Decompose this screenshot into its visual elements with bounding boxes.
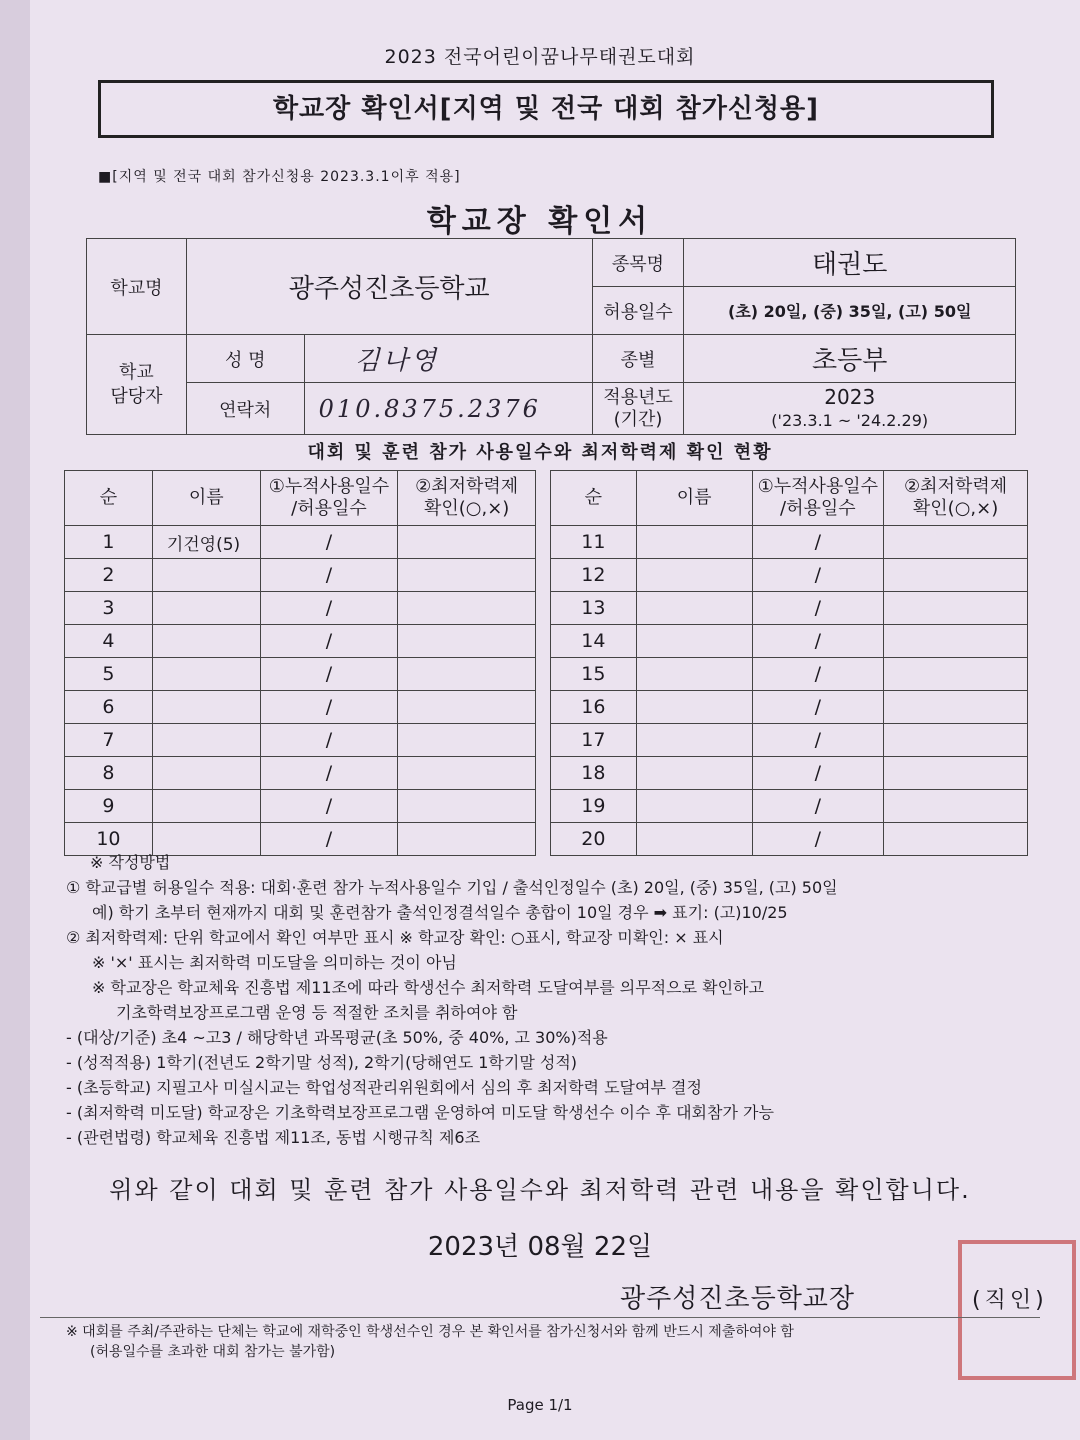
school-label: 학교명 xyxy=(87,239,187,335)
phone-label: 연락처 xyxy=(186,383,304,435)
contact-name: 김나영 xyxy=(304,335,592,383)
row-gap xyxy=(536,658,551,691)
row-gap xyxy=(536,559,551,592)
row-no: 7 xyxy=(65,724,153,757)
contact-phone: 010.8375.2376 xyxy=(304,383,592,435)
table-row xyxy=(65,757,1028,790)
table-row xyxy=(65,658,1028,691)
row-name xyxy=(152,691,260,724)
row-name xyxy=(152,658,260,691)
row-no: 1 xyxy=(65,526,153,559)
participation-table xyxy=(64,470,1028,856)
table-row xyxy=(65,592,1028,625)
row-days: / xyxy=(260,790,398,823)
table-row xyxy=(65,691,1028,724)
row-days: / xyxy=(260,724,398,757)
row-days: / xyxy=(752,559,884,592)
row-gap xyxy=(536,724,551,757)
col-header-no: 순 xyxy=(65,471,153,526)
division-value: 초등부 xyxy=(684,335,1016,383)
row-gap xyxy=(536,691,551,724)
row-name xyxy=(152,790,260,823)
row-name xyxy=(636,757,752,790)
row-no: 2 xyxy=(65,559,153,592)
row-days: / xyxy=(752,790,884,823)
row-days: / xyxy=(752,592,884,625)
footer-note-1: ※ 대회를 주최/주관하는 단체는 학교에 재학중인 학생선수인 경우 본 확인서를 참가신청서와 함께 반드시 제출하여야 함 xyxy=(66,1324,794,1340)
col-header-days-right: ①누적사용일수 /허용일수 xyxy=(752,471,884,526)
applicability-note: ■[지역 및 전국 대회 참가신청용 2023.3.1이후 적용] xyxy=(98,169,461,185)
sport-label: 종목명 xyxy=(592,239,684,287)
table-row xyxy=(65,625,1028,658)
year-period: ('23.3.1 ~ '24.2.29) xyxy=(771,410,929,430)
school-name: 광주성진초등학교 xyxy=(186,239,592,335)
row-gap xyxy=(536,790,551,823)
method-line-4: ※ '×' 표시는 최저학력 미도달을 의미하는 것이 아님 xyxy=(92,953,457,972)
allowed-days-label: 허용일수 xyxy=(592,287,684,335)
row-check xyxy=(884,559,1028,592)
col-header-check: ②최저학력제 확인(○,×) xyxy=(398,471,536,526)
footer-divider xyxy=(40,1317,1040,1318)
row-check xyxy=(884,790,1028,823)
row-no: 14 xyxy=(550,625,636,658)
row-name: 기건영(5) xyxy=(152,526,260,559)
row-check xyxy=(884,658,1028,691)
row-check xyxy=(398,691,536,724)
row-days: / xyxy=(260,592,398,625)
col-header-name-right: 이름 xyxy=(636,471,752,526)
row-name xyxy=(636,559,752,592)
principal-name: 광주성진초등학교장 xyxy=(620,1284,856,1314)
row-days: / xyxy=(752,724,884,757)
row-name xyxy=(636,724,752,757)
name-label: 성 명 xyxy=(186,335,304,383)
col-header-days: ①누적사용일수 /허용일수 xyxy=(260,471,398,526)
row-no: 18 xyxy=(550,757,636,790)
row-check xyxy=(398,526,536,559)
row-name xyxy=(636,691,752,724)
row-days: / xyxy=(752,691,884,724)
row-days: / xyxy=(260,559,398,592)
row-name xyxy=(152,724,260,757)
method-line-10: - (최저학력 미도달) 학교장은 기초학력보장프로그램 운영하여 미도달 학생선수 이수 후 대회참가 가능 xyxy=(66,1103,774,1122)
row-days: / xyxy=(752,526,884,559)
row-days: / xyxy=(260,691,398,724)
row-days: / xyxy=(260,757,398,790)
row-no: 5 xyxy=(65,658,153,691)
footer-notes xyxy=(66,1322,794,1362)
page-number: Page 1/1 xyxy=(507,1396,573,1414)
row-check xyxy=(398,724,536,757)
row-name xyxy=(152,757,260,790)
row-check xyxy=(398,757,536,790)
row-days: / xyxy=(752,658,884,691)
row-check xyxy=(398,559,536,592)
row-no: 10 xyxy=(65,823,153,856)
document-heading: 학교장 확인서[지역 및 전국 대회 참가신청용] xyxy=(98,80,994,138)
row-name xyxy=(636,658,752,691)
row-days: / xyxy=(260,658,398,691)
method-line-9: - (초등학교) 지필고사 미실시교는 학업성적관리위원회에서 심의 후 최저학력 도달여부 결정 xyxy=(66,1078,702,1097)
row-check xyxy=(884,526,1028,559)
row-gap xyxy=(536,625,551,658)
row-no: 16 xyxy=(550,691,636,724)
issue-date: 2023년 08월 22일 xyxy=(427,1232,653,1262)
col-gap xyxy=(536,471,551,526)
year-value: 2023 xyxy=(824,384,876,409)
row-name xyxy=(152,559,260,592)
row-days: / xyxy=(260,526,398,559)
row-gap xyxy=(536,526,551,559)
method-line-1: ① 학교급별 허용일수 적용: 대회·훈련 참가 누적사용일수 기입 / 출석인정일수 (초) 20일, (중) 35일, (고) 50일 xyxy=(66,878,838,897)
method-line-2: 예) 학기 초부터 현재까지 대회 및 훈련참가 출석인정결석일수 총합이 10일 경우 ➡ 표기: (고)10/25 xyxy=(92,903,788,922)
method-title: ※ 작성방법 xyxy=(90,853,171,872)
row-no: 20 xyxy=(550,823,636,856)
row-check xyxy=(884,724,1028,757)
row-check xyxy=(398,658,536,691)
confirmation-statement: 위와 같이 대회 및 훈련 참가 사용일수와 최저학력 관련 내용을 확인합니다. xyxy=(109,1176,971,1204)
method-line-6: 기초학력보장프로그램 운영 등 적절한 조치를 취하여야 함 xyxy=(116,1003,518,1022)
method-line-5: ※ 학교장은 학교체육 진흥법 제11조에 따라 학생선수 최저학력 도달여부를 의무적으로 확인하고 xyxy=(92,978,764,997)
row-days: / xyxy=(752,757,884,790)
row-no: 8 xyxy=(65,757,153,790)
row-check xyxy=(884,691,1028,724)
row-check xyxy=(884,757,1028,790)
row-name xyxy=(636,790,752,823)
row-check xyxy=(884,592,1028,625)
table-row xyxy=(65,790,1028,823)
table-row xyxy=(65,559,1028,592)
row-no: 13 xyxy=(550,592,636,625)
method-line-8: - (성적적용) 1학기(전년도 2학기말 성적), 2학기(당해연도 1학기말 성적) xyxy=(66,1053,578,1072)
school-info-table xyxy=(86,238,1016,435)
row-no: 9 xyxy=(65,790,153,823)
row-no: 11 xyxy=(550,526,636,559)
row-days: / xyxy=(752,823,884,856)
method-line-7: - (대상/기준) 초4 ~고3 / 해당학년 과목평균(초 50%, 중 40%, 고 30%)적용 xyxy=(66,1028,608,1047)
row-gap xyxy=(536,592,551,625)
row-check xyxy=(398,625,536,658)
row-check xyxy=(398,592,536,625)
row-days: / xyxy=(752,625,884,658)
row-name xyxy=(636,526,752,559)
event-title: 2023 전국어린이꿈나무태권도대회 xyxy=(384,46,696,68)
col-header-no-right: 순 xyxy=(550,471,636,526)
row-no: 4 xyxy=(65,625,153,658)
row-no: 19 xyxy=(550,790,636,823)
instructions xyxy=(66,850,1026,1150)
division-label: 종별 xyxy=(592,335,684,383)
form-title: 학교장 확인서 xyxy=(426,204,654,239)
seal-mark: (직인) xyxy=(972,1288,1048,1313)
year-label: 적용년도 (기간) xyxy=(592,383,684,435)
table-row xyxy=(65,724,1028,757)
row-check xyxy=(884,625,1028,658)
contact-label: 학교 담당자 xyxy=(87,335,187,435)
col-header-check-right: ②최저학력제 확인(○,×) xyxy=(884,471,1028,526)
row-name xyxy=(636,625,752,658)
section-title: 대회 및 훈련 참가 사용일수와 최저학력제 확인 현황 xyxy=(307,442,773,463)
row-no: 17 xyxy=(550,724,636,757)
allowed-days-value: (초) 20일, (중) 35일, (고) 50일 xyxy=(684,287,1016,335)
row-no: 15 xyxy=(550,658,636,691)
col-header-name: 이름 xyxy=(152,471,260,526)
sport-value: 태권도 xyxy=(684,239,1016,287)
table-row xyxy=(65,526,1028,559)
row-days: / xyxy=(260,823,398,856)
row-no: 6 xyxy=(65,691,153,724)
row-name xyxy=(152,625,260,658)
method-line-11: - (관련법령) 학교체육 진흥법 제11조, 동법 시행규칙 제6조 xyxy=(66,1128,481,1147)
row-no: 3 xyxy=(65,592,153,625)
row-no: 12 xyxy=(550,559,636,592)
row-name xyxy=(636,592,752,625)
row-check xyxy=(398,790,536,823)
footer-note-2: (허용일수를 초과한 대회 참가는 불가함) xyxy=(90,1344,336,1360)
year-cell xyxy=(684,383,1016,435)
row-name xyxy=(152,592,260,625)
method-line-3: ② 최저학력제: 단위 학교에서 확인 여부만 표시 ※ 학교장 확인: ○표시, 학교장 미확인: × 표시 xyxy=(66,928,724,947)
row-days: / xyxy=(260,625,398,658)
row-gap xyxy=(536,757,551,790)
